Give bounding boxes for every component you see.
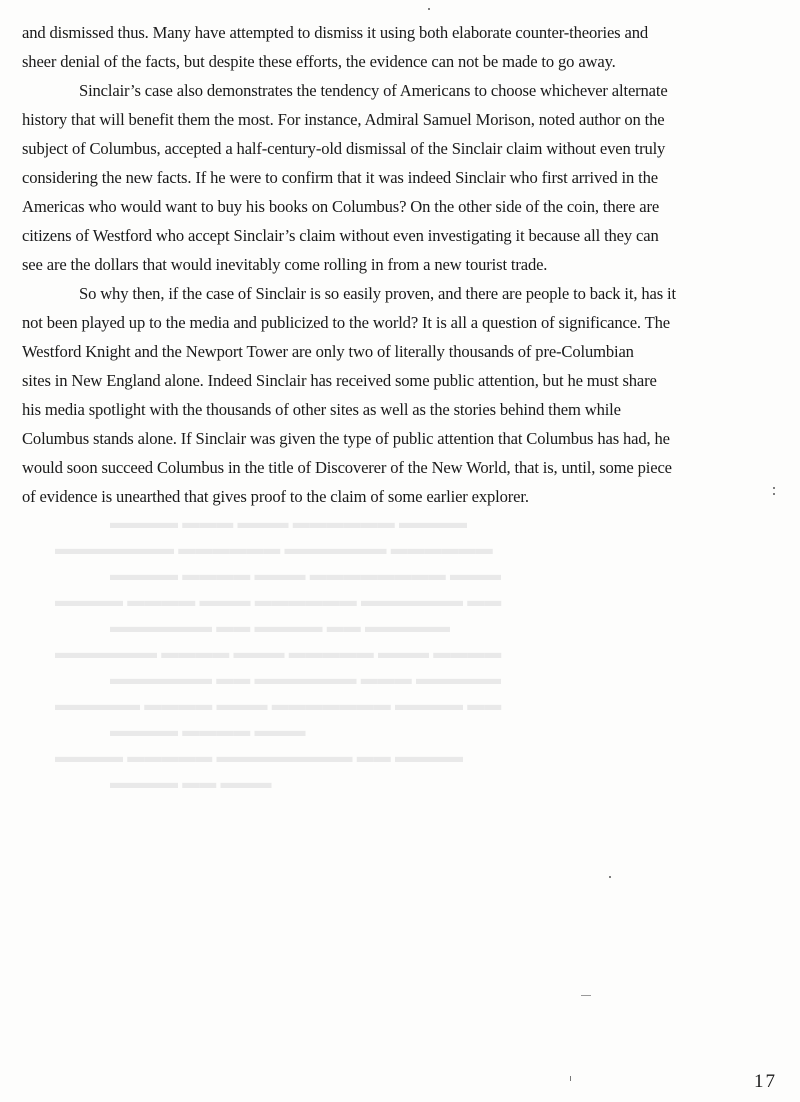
text-line: history that will benefit them the most. For instance, Admiral Samuel Morison, noted author on the [22, 110, 665, 129]
scan-speck [773, 493, 775, 495]
text-line: Westford Knight and the Newport Tower are only two of literally thousands of pre-Columbian [22, 342, 634, 361]
text-line: Columbus stands alone. If Sinclair was given the type of public attention that Columbus has had, he [22, 429, 670, 448]
text-line: of evidence is unearthed that gives proof to the claim of some earlier explorer. [22, 487, 529, 506]
text-line: sheer denial of the facts, but despite these efforts, the evidence can not be made to go away. [22, 52, 616, 71]
text-line: considering the new facts. If he were to confirm that it was indeed Sinclair who first arrived in the [22, 168, 658, 187]
text-line: and dismissed thus. Many have attempted to dismiss it using both elaborate counter-theories and [22, 23, 648, 42]
body-text [22, 18, 784, 511]
scan-speck [609, 876, 611, 878]
paragraph-start-line: Sinclair’s case also demonstrates the tendency of Americans to choose whichever alternate [79, 81, 668, 100]
paragraph-start-line: So why then, if the case of Sinclair is so easily proven, and there are people to back it, has it [79, 284, 676, 303]
scan-speck [773, 487, 775, 489]
text-line: not been played up to the media and publicized to the world? It is all a question of significance. The [22, 313, 670, 332]
scan-speck [570, 1076, 571, 1081]
text-line: his media spotlight with the thousands of other sites as well as the stories behind them while [22, 400, 621, 419]
text-line: would soon succeed Columbus in the title of Discoverer of the New World, that is, until, some piece [22, 458, 672, 477]
bleed-through-texture: ▬▬▬▬ ▬▬▬ ▬▬▬ ▬▬▬▬▬▬ ▬▬▬▬ ▬▬▬▬▬▬▬ ▬▬▬▬▬▬ ▬▬▬▬▬▬ ▬▬▬▬▬▬ ▬▬▬▬ ▬▬▬▬ ▬▬▬ ▬▬▬▬▬▬▬▬ ▬▬▬ ▬▬▬▬ ▬▬▬▬ ▬▬▬ ▬▬▬▬▬▬ ▬▬▬▬▬▬ ▬▬ ▬▬▬▬▬▬ ▬▬ ▬▬▬▬ ▬▬ ▬▬▬▬▬ ▬▬▬▬▬▬ ▬▬▬▬ ▬▬▬ ▬▬▬▬▬ ▬▬▬ ▬▬▬▬ ▬▬▬▬▬▬ ▬▬ ▬▬▬▬▬▬ ▬▬▬ ▬▬▬▬▬ ▬▬▬▬▬ ▬▬▬▬ ▬▬▬ ▬▬▬▬▬▬▬ ▬▬▬▬ ▬▬ ▬▬▬▬ ▬▬▬▬ ▬▬▬ ▬▬▬▬ ▬▬▬▬▬ ▬▬▬▬▬▬▬▬ ▬▬ ▬▬▬▬ ▬▬▬▬ ▬▬ ▬▬▬ [55, 513, 502, 792]
text-line: Americas who would want to buy his books on Columbus? On the other side of the coin, there are [22, 197, 660, 216]
page-number: 17 [754, 1071, 777, 1092]
text-line: sites in New England alone. Indeed Sinclair has received some public attention, but he must share [22, 371, 657, 390]
text-line: subject of Columbus, accepted a half-century-old dismissal of the Sinclair claim without even truly [22, 139, 666, 158]
text-line: see are the dollars that would inevitably come rolling in from a new tourist trade. [22, 255, 548, 274]
scan-speck [581, 995, 591, 996]
text-line: citizens of Westford who accept Sinclair’s claim without even investigating it because all they can [22, 226, 659, 245]
scan-speck [428, 8, 430, 10]
